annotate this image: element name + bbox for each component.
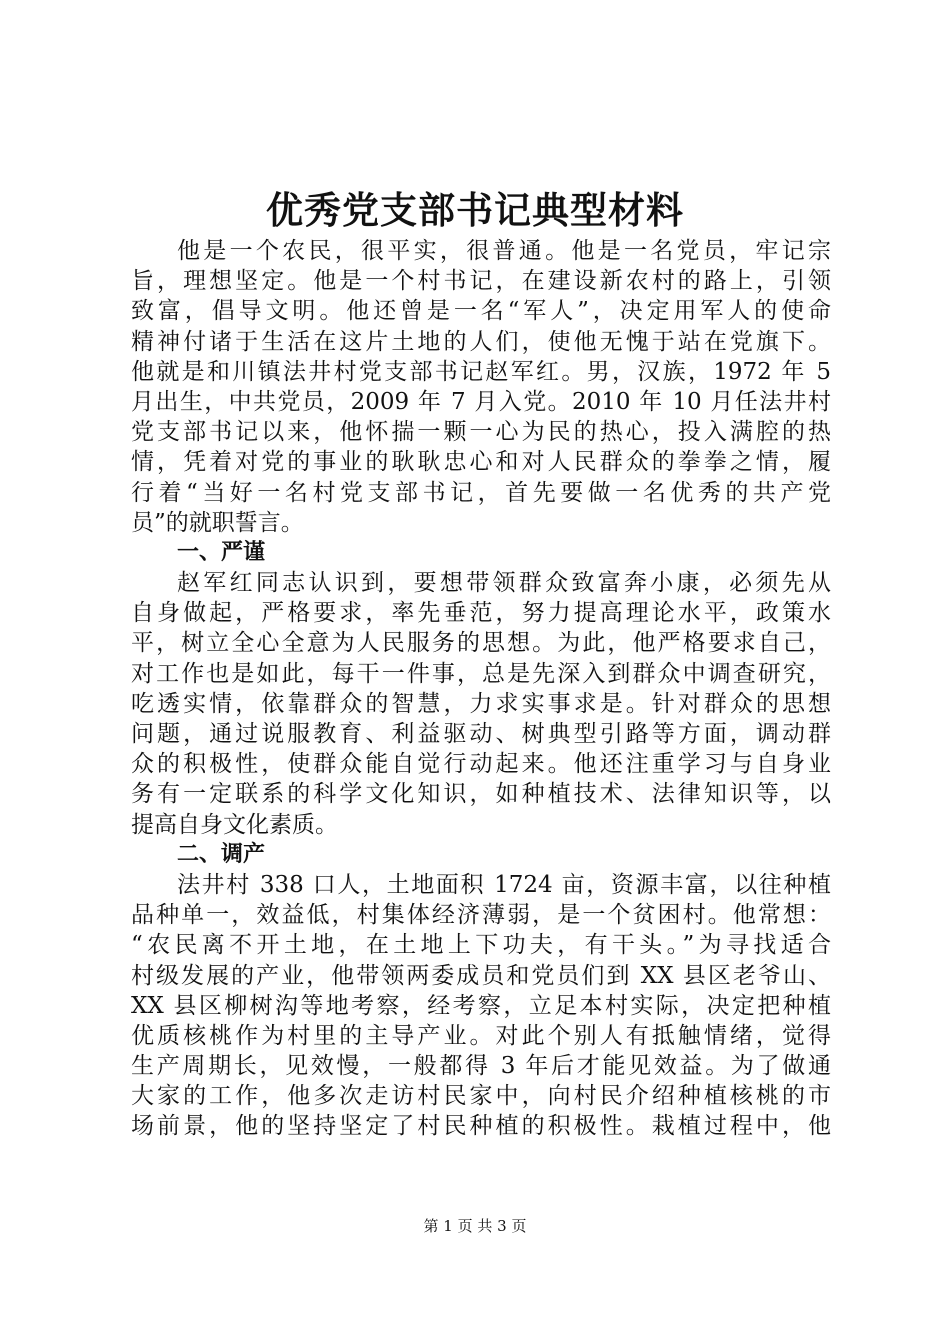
- text-line: 大家的工作，他多次走访村民家中，向村民介绍种植核桃的市: [131, 1083, 831, 1110]
- text-line: 赵军红同志认识到，要想带领群众致富奔小康，必须先从: [177, 570, 831, 597]
- text-line: 场前景，他的坚持坚定了村民种植的积极性。栽植过程中，他: [131, 1113, 831, 1140]
- text-line: 众的积极性，使群众能自觉行动起来。他还注重学习与自身业: [131, 751, 831, 778]
- text-line: 务有一定联系的科学文化知识，如种植技术、法律知识等，以: [131, 781, 831, 808]
- text-line: 对工作也是如此，每干一件事，总是先深入到群众中调查研究，: [131, 660, 831, 687]
- page-footer: 第 1 页 共 3 页: [423, 1217, 527, 1235]
- section-heading: 一、严谨: [177, 539, 266, 565]
- text-line: 平，树立全心全意为人民服务的思想。为此，他严格要求自己，: [131, 630, 831, 657]
- text-line: 问题，通过说服教育、利益驱动、树典型引路等方面，调动群: [131, 721, 831, 747]
- text-line: 吃透实情，依靠群众的智慧，力求实事求是。针对群众的思想: [131, 690, 831, 717]
- text-line: 员”的就职誓言。: [131, 509, 304, 536]
- section-heading: 二、调产: [177, 841, 266, 867]
- text-line: 生产周期长，见效慢，一般都得 3 年后才能见效益。为了做通: [131, 1053, 831, 1080]
- text-line: 情，凭着对党的事业的耿耿忠心和对人民群众的拳拳之情，履: [131, 449, 831, 476]
- text-line: 行着“当好一名村党支部书记，首先要做一名优秀的共产党: [131, 479, 831, 506]
- text-line: 提高自身文化素质。: [131, 811, 338, 838]
- text-line: 自身做起，严格要求，率先垂范，努力提高理论水平，政策水: [131, 600, 831, 627]
- text-line: XX 县区柳树沟等地考察，经考察，立足本村实际，决定把种植: [131, 992, 831, 1019]
- text-line: “农民离不开土地，在土地上下功夫，有干头。”为寻找适合: [131, 932, 831, 959]
- text-line: 致富，倡导文明。他还曾是一名“军人”，决定用军人的使命: [131, 298, 831, 325]
- text-line: 精神付诸于生活在这片土地的人们，使他无愧于站在党旗下。: [131, 328, 831, 355]
- text-line: 优质核桃作为村里的主导产业。对此个别人有抵触情绪，觉得: [131, 1022, 831, 1049]
- document-body: [131, 236, 831, 1142]
- text-line: 党支部书记以来，他怀揣一颗一心为民的热心，投入满腔的热: [131, 419, 831, 446]
- text-line: 村级发展的产业，他带领两委成员和党员们到 XX 县区老爷山、: [131, 962, 831, 989]
- text-line: 品种单一，效益低，村集体经济薄弱，是一个贫困村。他常想：: [131, 902, 831, 929]
- text-line: 他就是和川镇法井村党支部书记赵军红。男，汉族，1972 年 5: [131, 358, 831, 385]
- text-line: 法井村 338 口人，土地面积 1724 亩，资源丰富，以往种植: [177, 871, 831, 898]
- text-line: 旨，理想坚定。他是一个村书记，在建设新农村的路上，引领: [131, 268, 831, 295]
- text-line: 他是一个农民，很平实，很普通。他是一名党员，牢记宗: [177, 238, 831, 264]
- document-title: 优秀党支部书记典型材料: [266, 188, 684, 232]
- text-line: 月出生，中共党员，2009 年 7 月入党。2010 年 10 月任法井村: [131, 388, 831, 415]
